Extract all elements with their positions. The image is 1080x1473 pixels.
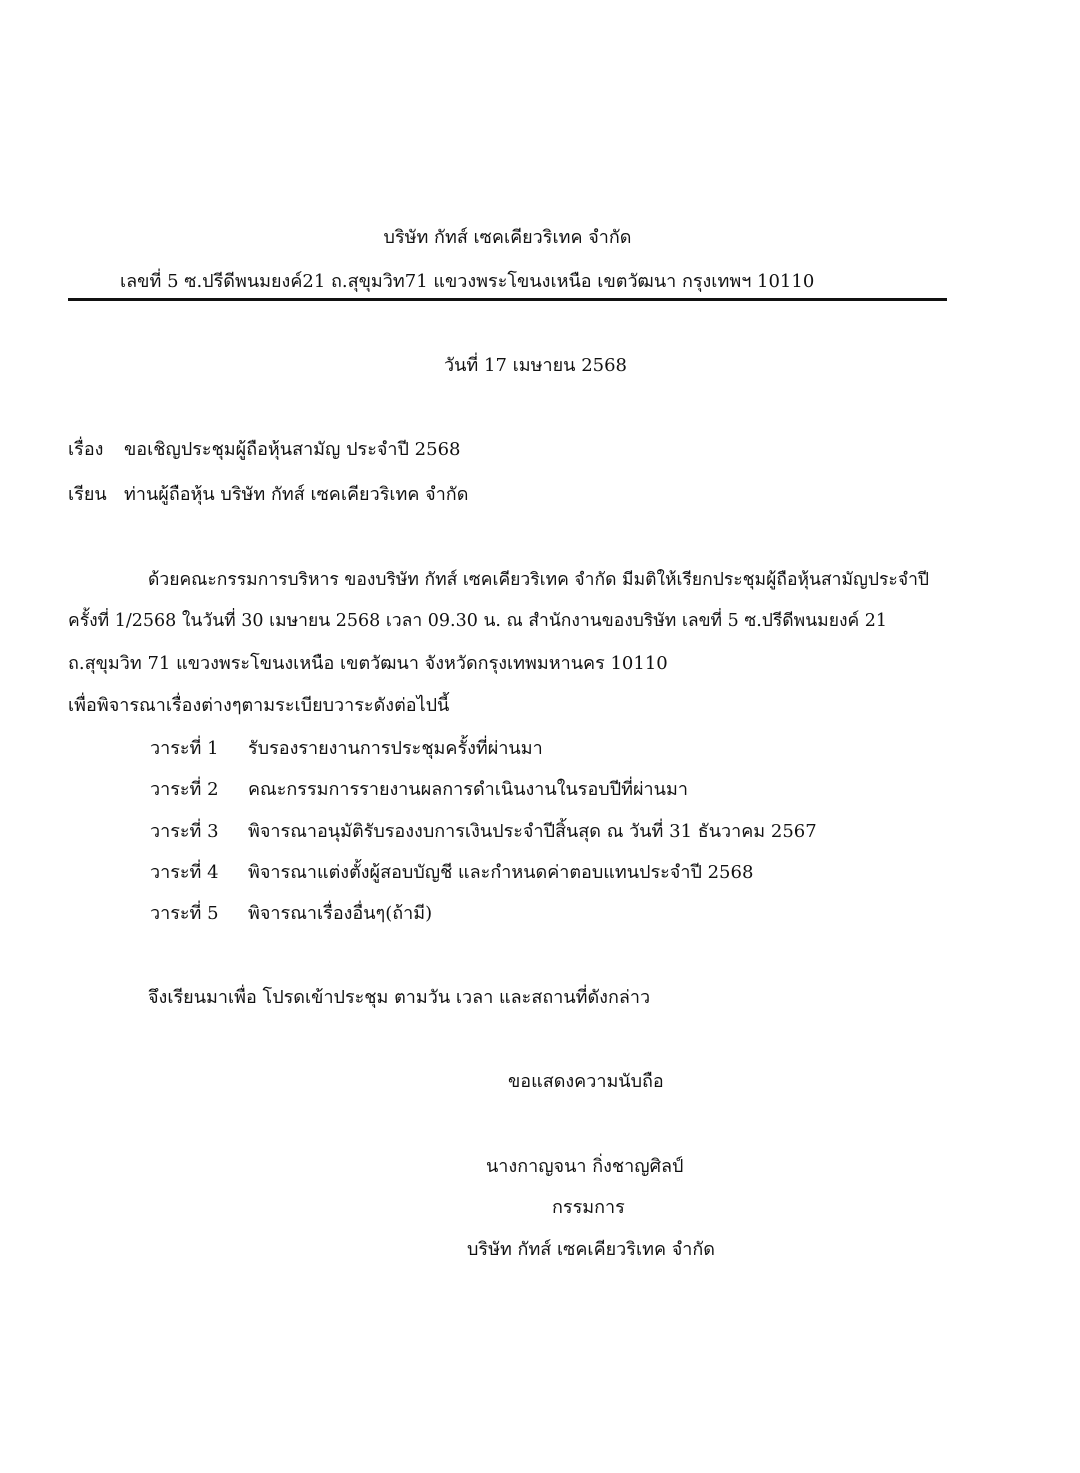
subject-label: เรื่อง <box>68 439 104 460</box>
agenda-text: คณะกรรมการรายงานผลการดำเนินงานในรอบปีที่ผ่านมา <box>248 779 688 800</box>
body-line-3: ถ.สุขุมวิท 71 แขวงพระโขนงเหนือ เขตวัฒนา จังหวัดกรุงเทพมหานคร 10110 <box>68 653 668 674</box>
agenda-text: พิจารณาอนุมัติรับรองงบการเงินประจำปีสิ้นสุด ณ วันที่ 31 ธันวาคม 2567 <box>248 821 817 842</box>
agenda-text: พิจารณาเรื่องอื่นๆ(ถ้ามี) <box>248 903 433 924</box>
recipient-label: เรียน <box>68 484 107 505</box>
header-divider <box>68 298 947 301</box>
body-line-1: ด้วยคณะกรรมการบริหาร ของบริษัท กัทส์ เซคเคียวริเทค จำกัด มีมติให้เรียกประชุมผู้ถือหุ้นสามัญประจำปี <box>148 570 930 590</box>
company-name: บริษัท กัทส์ เซคเคียวริเทค จำกัด <box>383 227 632 248</box>
agenda-number: วาระที่ 2 <box>150 779 219 800</box>
agenda-number: วาระที่ 4 <box>150 862 219 883</box>
signer-name: นางกาญจนา กิ่งชาญศิลป์ <box>486 1156 684 1177</box>
body-line-2: ครั้งที่ 1/2568 ในวันที่ 30 เมษายน 2568 เวลา 09.30 น. ณ สำนักงานของบริษัท เลขที่ 5 ซ.ปรีดีพนมยงค์ 21 <box>68 611 888 631</box>
recipient-text: ท่านผู้ถือหุ้น บริษัท กัทส์ เซคเคียวริเทค จำกัด <box>124 484 469 505</box>
agenda-number: วาระที่ 1 <box>150 738 219 759</box>
signer-title: กรรมการ <box>552 1197 625 1218</box>
agenda-text: พิจารณาแต่งตั้งผู้สอบบัญชี และกำหนดค่าตอบแทนประจำปี 2568 <box>248 862 754 883</box>
regards-text: ขอแสดงความนับถือ <box>508 1071 664 1092</box>
closing-text: จึงเรียนมาเพื่อ โปรดเข้าประชุม ตามวัน เวลา และสถานที่ดังกล่าว <box>148 987 651 1008</box>
body-line-4: เพื่อพิจารณาเรื่องต่างๆตามระเบียบวาระดังต่อไปนี้ <box>68 695 450 716</box>
letter-date: วันที่ 17 เมษายน 2568 <box>444 355 627 376</box>
agenda-number: วาระที่ 3 <box>150 821 219 842</box>
agenda-text: รับรองรายงานการประชุมครั้งที่ผ่านมา <box>248 738 543 759</box>
signer-company: บริษัท กัทส์ เซคเคียวริเทค จำกัด <box>467 1239 715 1260</box>
company-address: เลขที่ 5 ซ.ปรีดีพนมยงค์21 ถ.สุขุมวิท71 แขวงพระโขนงเหนือ เขตวัฒนา กรุงเทพฯ 10110 <box>120 271 815 292</box>
subject-text: ขอเชิญประชุมผู้ถือหุ้นสามัญ ประจำปี 2568 <box>124 439 461 460</box>
agenda-number: วาระที่ 5 <box>150 903 219 924</box>
